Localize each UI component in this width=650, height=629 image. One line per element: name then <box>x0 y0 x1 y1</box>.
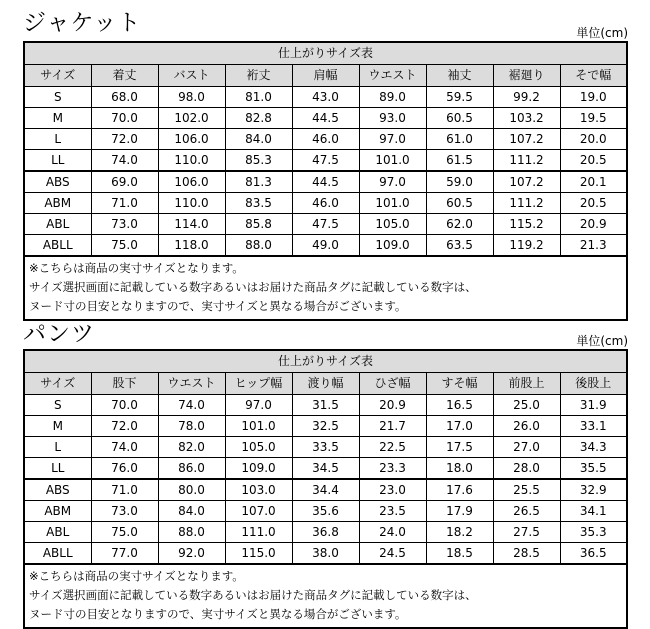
table-cell: 27.5 <box>493 522 560 543</box>
column-header: ウエスト <box>158 373 225 395</box>
column-header: 袖丈 <box>426 65 493 87</box>
table-cell: 62.0 <box>426 214 493 235</box>
table-cell: 60.5 <box>426 193 493 214</box>
table-cell: 86.0 <box>158 458 225 480</box>
table-cell: 81.3 <box>225 171 292 193</box>
pants-section <box>0 315 650 629</box>
table-cell: 46.0 <box>292 193 359 214</box>
size-label: ABLL <box>24 235 91 257</box>
table-cell: 26.0 <box>493 416 560 437</box>
table-cell: 33.5 <box>292 437 359 458</box>
table-cell: 59.5 <box>426 87 493 108</box>
table-cell: 92.0 <box>158 543 225 565</box>
table-cell: 74.0 <box>158 395 225 416</box>
table-cell: 44.5 <box>292 108 359 129</box>
table-cell: 43.0 <box>292 87 359 108</box>
note-line: ヌード寸の目安となりますので、実寸サイズと異なる場合がございます。 <box>29 299 407 313</box>
table-row <box>24 129 627 150</box>
table-cell: 107.0 <box>225 501 292 522</box>
jacket-size-table <box>23 41 628 321</box>
table-cell: 82.8 <box>225 108 292 129</box>
table-header-row <box>24 65 627 87</box>
table-cell: 35.3 <box>560 522 627 543</box>
size-label: ABLL <box>24 543 91 565</box>
note-line: ※こちらは商品の実寸サイズとなります。 <box>29 261 244 275</box>
column-header: 後股上 <box>560 373 627 395</box>
table-cell: 34.1 <box>560 501 627 522</box>
table-cell: 109.0 <box>359 235 426 257</box>
table-row <box>24 214 627 235</box>
table-row <box>24 87 627 108</box>
column-header: 裄丈 <box>225 65 292 87</box>
table-cell: 31.5 <box>292 395 359 416</box>
size-label: ABS <box>24 479 91 501</box>
table-cell: 20.0 <box>560 129 627 150</box>
table-cell: 107.2 <box>493 129 560 150</box>
table-cell: 21.7 <box>359 416 426 437</box>
size-label: LL <box>24 150 91 172</box>
table-row <box>24 193 627 214</box>
table-cell: 103.0 <box>225 479 292 501</box>
size-label: M <box>24 108 91 129</box>
table-row <box>24 437 627 458</box>
table-cell: 97.0 <box>225 395 292 416</box>
table-cell: 20.1 <box>560 171 627 193</box>
table-cell: 16.5 <box>426 395 493 416</box>
table-cell: 115.2 <box>493 214 560 235</box>
size-label: S <box>24 87 91 108</box>
table-cell: 84.0 <box>225 129 292 150</box>
table-cell: 70.0 <box>91 108 158 129</box>
table-cell: 36.8 <box>292 522 359 543</box>
table-cell: 88.0 <box>158 522 225 543</box>
table-cell: 25.5 <box>493 479 560 501</box>
table-cell: 28.5 <box>493 543 560 565</box>
table-cell: 61.5 <box>426 150 493 172</box>
table-cell: 102.0 <box>158 108 225 129</box>
table-cell: 97.0 <box>359 171 426 193</box>
table-cell: 106.0 <box>158 171 225 193</box>
table-cell: 85.3 <box>225 150 292 172</box>
size-label: ABS <box>24 171 91 193</box>
table-cell: 88.0 <box>225 235 292 257</box>
pants-title: パンツ <box>23 321 95 347</box>
column-header: 股下 <box>91 373 158 395</box>
table-cell: 114.0 <box>158 214 225 235</box>
table-notes-row <box>24 564 627 628</box>
size-label: M <box>24 416 91 437</box>
table-cell: 85.8 <box>225 214 292 235</box>
table-cell: 20.5 <box>560 193 627 214</box>
table-cell: 73.0 <box>91 214 158 235</box>
table-cell: 106.0 <box>158 129 225 150</box>
table-cell: 111.0 <box>225 522 292 543</box>
column-header: サイズ <box>24 65 91 87</box>
table-cell: 34.4 <box>292 479 359 501</box>
table-cell: 20.5 <box>560 150 627 172</box>
table-cell: 32.9 <box>560 479 627 501</box>
table-cell: 98.0 <box>158 87 225 108</box>
table-row <box>24 108 627 129</box>
table-row <box>24 543 627 565</box>
table-row <box>24 235 627 257</box>
table-caption-row <box>24 350 627 373</box>
table-row <box>24 458 627 480</box>
table-cell: 110.0 <box>158 150 225 172</box>
table-cell: 34.5 <box>292 458 359 480</box>
table-cell: 61.0 <box>426 129 493 150</box>
table-cell: 78.0 <box>158 416 225 437</box>
table-cell: 89.0 <box>359 87 426 108</box>
table-cell: 97.0 <box>359 129 426 150</box>
table-notes <box>24 564 627 628</box>
table-row <box>24 416 627 437</box>
pants-unit: 単位(cm) <box>576 334 628 348</box>
table-cell: 20.9 <box>359 395 426 416</box>
table-cell: 59.0 <box>426 171 493 193</box>
table-notes-row <box>24 256 627 320</box>
table-cell: 82.0 <box>158 437 225 458</box>
table-cell: 38.0 <box>292 543 359 565</box>
table-cell: 33.1 <box>560 416 627 437</box>
table-cell: 19.0 <box>560 87 627 108</box>
table-row <box>24 479 627 501</box>
table-cell: 101.0 <box>225 416 292 437</box>
table-cell: 18.2 <box>426 522 493 543</box>
note-line: ヌード寸の目安となりますので、実寸サイズと異なる場合がございます。 <box>29 607 407 621</box>
table-cell: 63.5 <box>426 235 493 257</box>
table-cell: 25.0 <box>493 395 560 416</box>
column-header: すそ幅 <box>426 373 493 395</box>
table-cell: 23.0 <box>359 479 426 501</box>
table-cell: 24.5 <box>359 543 426 565</box>
table-cell: 44.5 <box>292 171 359 193</box>
table-cell: 19.5 <box>560 108 627 129</box>
table-cell: 101.0 <box>359 150 426 172</box>
table-cell: 60.5 <box>426 108 493 129</box>
column-header: そで幅 <box>560 65 627 87</box>
table-cell: 105.0 <box>359 214 426 235</box>
table-cell: 36.5 <box>560 543 627 565</box>
table-cell: 70.0 <box>91 395 158 416</box>
table-cell: 111.2 <box>493 193 560 214</box>
table-row <box>24 171 627 193</box>
table-cell: 84.0 <box>158 501 225 522</box>
size-label: ABM <box>24 501 91 522</box>
table-cell: 24.0 <box>359 522 426 543</box>
column-header: 着丈 <box>91 65 158 87</box>
table-cell: 105.0 <box>225 437 292 458</box>
table-cell: 18.5 <box>426 543 493 565</box>
table-cell: 103.2 <box>493 108 560 129</box>
table-cell: 75.0 <box>91 235 158 257</box>
table-cell: 32.5 <box>292 416 359 437</box>
size-label: L <box>24 437 91 458</box>
table-cell: 74.0 <box>91 150 158 172</box>
table-cell: 115.0 <box>225 543 292 565</box>
column-header: ウエスト <box>359 65 426 87</box>
table-cell: 72.0 <box>91 129 158 150</box>
column-header: サイズ <box>24 373 91 395</box>
table-cell: 72.0 <box>91 416 158 437</box>
column-header: 肩幅 <box>292 65 359 87</box>
table-cell: 75.0 <box>91 522 158 543</box>
table-cell: 93.0 <box>359 108 426 129</box>
size-label: ABL <box>24 214 91 235</box>
table-cell: 18.0 <box>426 458 493 480</box>
table-cell: 76.0 <box>91 458 158 480</box>
table-cell: 28.0 <box>493 458 560 480</box>
table-cell: 26.5 <box>493 501 560 522</box>
table-cell: 107.2 <box>493 171 560 193</box>
size-label: L <box>24 129 91 150</box>
size-label: ABM <box>24 193 91 214</box>
table-cell: 109.0 <box>225 458 292 480</box>
table-caption: 仕上がりサイズ表 <box>24 350 627 373</box>
table-cell: 46.0 <box>292 129 359 150</box>
table-cell: 71.0 <box>91 479 158 501</box>
table-caption: 仕上がりサイズ表 <box>24 42 627 65</box>
table-cell: 20.9 <box>560 214 627 235</box>
column-header: 裾廻り <box>493 65 560 87</box>
table-cell: 83.5 <box>225 193 292 214</box>
size-label: LL <box>24 458 91 480</box>
table-cell: 80.0 <box>158 479 225 501</box>
table-row <box>24 395 627 416</box>
table-cell: 34.3 <box>560 437 627 458</box>
note-line: ※こちらは商品の実寸サイズとなります。 <box>29 569 244 583</box>
table-cell: 47.5 <box>292 150 359 172</box>
table-cell: 47.5 <box>292 214 359 235</box>
table-cell: 119.2 <box>493 235 560 257</box>
table-cell: 73.0 <box>91 501 158 522</box>
pants-size-table <box>23 349 628 629</box>
table-cell: 22.5 <box>359 437 426 458</box>
table-header-row <box>24 373 627 395</box>
column-header: ヒップ幅 <box>225 373 292 395</box>
table-cell: 35.5 <box>560 458 627 480</box>
table-cell: 49.0 <box>292 235 359 257</box>
table-cell: 110.0 <box>158 193 225 214</box>
table-row <box>24 150 627 172</box>
table-cell: 27.0 <box>493 437 560 458</box>
table-cell: 111.2 <box>493 150 560 172</box>
table-row <box>24 522 627 543</box>
table-cell: 17.0 <box>426 416 493 437</box>
jacket-title: ジャケット <box>23 10 142 36</box>
table-cell: 69.0 <box>91 171 158 193</box>
size-label: ABL <box>24 522 91 543</box>
note-line: サイズ選択画面に記載している数字あるいはお届けた商品タグに記載している数字は、 <box>29 588 477 602</box>
column-header: ひざ幅 <box>359 373 426 395</box>
column-header: バスト <box>158 65 225 87</box>
table-cell: 35.6 <box>292 501 359 522</box>
size-label: S <box>24 395 91 416</box>
column-header: 渡り幅 <box>292 373 359 395</box>
table-cell: 17.6 <box>426 479 493 501</box>
table-cell: 74.0 <box>91 437 158 458</box>
table-cell: 17.5 <box>426 437 493 458</box>
table-cell: 101.0 <box>359 193 426 214</box>
jacket-unit: 単位(cm) <box>576 26 628 40</box>
table-cell: 71.0 <box>91 193 158 214</box>
table-cell: 81.0 <box>225 87 292 108</box>
table-cell: 23.3 <box>359 458 426 480</box>
column-header: 前股上 <box>493 373 560 395</box>
note-line: サイズ選択画面に記載している数字あるいはお届けた商品タグに記載している数字は、 <box>29 280 477 294</box>
table-caption-row <box>24 42 627 65</box>
table-cell: 31.9 <box>560 395 627 416</box>
table-cell: 23.5 <box>359 501 426 522</box>
table-cell: 118.0 <box>158 235 225 257</box>
table-cell: 17.9 <box>426 501 493 522</box>
table-cell: 77.0 <box>91 543 158 565</box>
table-notes <box>24 256 627 320</box>
table-cell: 99.2 <box>493 87 560 108</box>
table-cell: 68.0 <box>91 87 158 108</box>
table-row <box>24 501 627 522</box>
table-cell: 21.3 <box>560 235 627 257</box>
